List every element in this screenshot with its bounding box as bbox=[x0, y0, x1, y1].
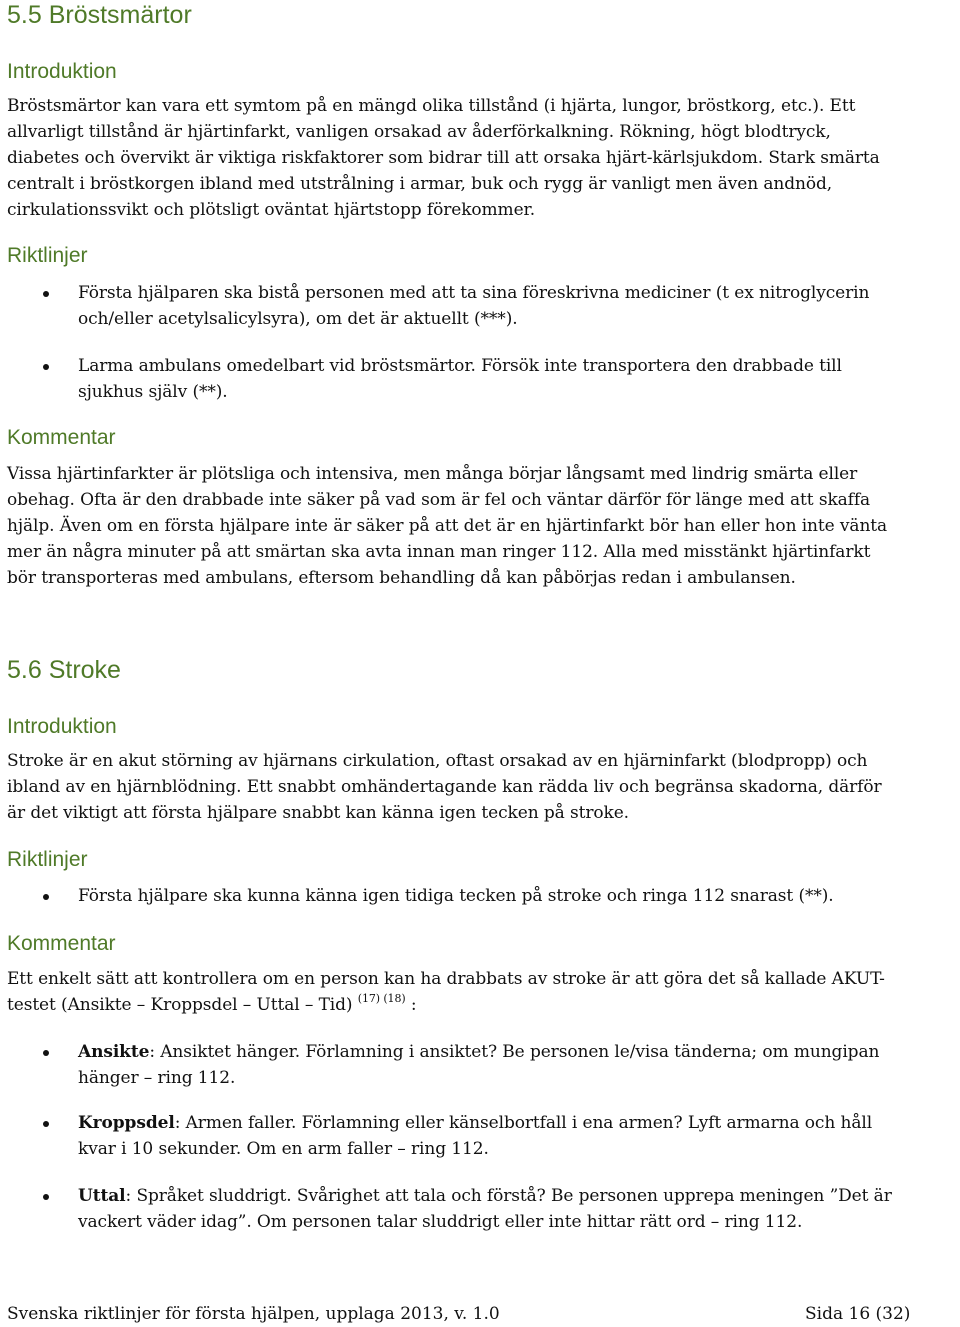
section-title-stroke: 5.6 Stroke bbox=[7, 656, 121, 684]
bullet-icon bbox=[43, 1121, 49, 1127]
intro-heading: Introduktion bbox=[7, 715, 117, 738]
text-line: obehag. Ofta är den drabbade inte säker på vad som är fel och väntar därför för länge med att skaffa bbox=[7, 490, 871, 510]
bullet-icon bbox=[43, 1194, 49, 1200]
text-line: mer än några minuter på att smärtan ska avta innan man ringer 112. Alla med misstänkt hjärtinfarkt bbox=[7, 542, 871, 562]
comment-heading: Kommentar bbox=[7, 932, 116, 955]
comment-paragraph bbox=[7, 966, 957, 1018]
akut-description: : Språket sluddrigt. Svårighet att tala och förstå? Be personen upprepa meningen ”Det är bbox=[125, 1186, 892, 1206]
text-line: allvarligt tillstånd är hjärtinfarkt, vanligen orsakad av åderförkalkning. Rökning, högt blodtryck, bbox=[7, 122, 831, 142]
text-line: Vissa hjärtinfarkter är plötsliga och intensiva, men många börjar långsamt med lindrig smärta eller bbox=[7, 464, 858, 484]
text-line: cirkulationssvikt och plötsligt oväntat hjärtstopp förekommer. bbox=[7, 200, 536, 220]
text-line: och/eller acetylsalicylsyra), om det är aktuellt (***). bbox=[78, 309, 518, 329]
akut-test-text: testet (Ansikte – Kroppsdel – Uttal – Tid) bbox=[7, 995, 353, 1015]
text-line: Bröstsmärtor kan vara ett symtom på en mängd olika tillstånd (i hjärta, lungor, bröstkorg, etc.). Ett bbox=[7, 96, 856, 116]
akut-term: Kroppsdel bbox=[78, 1113, 175, 1133]
text-line: Första hjälparen ska bistå personen med att ta sina föreskrivna mediciner (t ex nitroglycerin bbox=[78, 283, 870, 303]
text-line: kvar i 10 sekunder. Om en arm faller – ring 112. bbox=[78, 1139, 489, 1159]
section-title-chest-pain: 5.5 Bröstsmärtor bbox=[7, 1, 192, 29]
text-line: är det viktigt att första hjälpare snabbt kan känna igen tecken på stroke. bbox=[7, 803, 629, 823]
comment-heading: Kommentar bbox=[7, 426, 116, 449]
text-line: Stroke är en akut störning av hjärnans cirkulation, oftast orsakad av en hjärninfarkt (blodpropp) och bbox=[7, 751, 868, 771]
comment-paragraph bbox=[7, 461, 957, 591]
bullet-icon bbox=[43, 1050, 49, 1056]
text-line bbox=[78, 1110, 958, 1136]
text-line: diabetes och övervikt är viktiga riskfaktorer som bidrar till att orsaka hjärt-kärlsjukdom. Stark smärta bbox=[7, 148, 880, 168]
text-line: hänger – ring 112. bbox=[78, 1068, 236, 1088]
text-line: ibland av en hjärnblödning. Ett snabbt omhändertagande kan rädda liv och begränsa skadorna, därför bbox=[7, 777, 882, 797]
reference-superscript: (17) (18) bbox=[357, 992, 406, 1005]
akut-term: Uttal bbox=[78, 1186, 126, 1206]
text-line: Ett enkelt sätt att kontrollera om en person kan ha drabbats av stroke är att göra det så kallade AKUT- bbox=[7, 969, 885, 989]
text-line: vackert väder idag”. Om personen talar sluddrigt eller inte hittar rätt ord – ring 112. bbox=[78, 1212, 803, 1232]
text-line bbox=[7, 992, 957, 1018]
bullet-icon bbox=[43, 894, 49, 900]
intro-paragraph bbox=[7, 93, 957, 223]
akut-description: : Armen faller. Förlamning eller känselbortfall i ena armen? Lyft armarna och håll bbox=[174, 1113, 873, 1133]
guidelines-heading: Riktlinjer bbox=[7, 848, 88, 871]
text-line: hjälp. Även om en första hjälpare inte är säker på att det är en hjärtinfarkt bör han eller hon inte vänta bbox=[7, 516, 888, 536]
colon: : bbox=[405, 995, 417, 1015]
text-line: bör transporteras med ambulans, eftersom behandling då kan påbörjas redan i ambulansen. bbox=[7, 568, 796, 588]
akut-description: : Ansiktet hänger. Förlamning i ansiktet? Be personen le/visa tänderna; om mungipan bbox=[149, 1042, 880, 1062]
footer-page-number: Sida 16 (32) bbox=[805, 1304, 911, 1324]
text-line: centralt i bröstkorgen ibland med utstrålning i armar, buk och rygg är vanligt men även andnöd, bbox=[7, 174, 833, 194]
footer-document-title: Svenska riktlinjer för första hjälpen, upplaga 2013, v. 1.0 bbox=[7, 1304, 500, 1324]
text-line: sjukhus själv (**). bbox=[78, 382, 228, 402]
akut-term: Ansikte bbox=[78, 1042, 150, 1062]
text-line: Larma ambulans omedelbart vid bröstsmärtor. Försök inte transportera den drabbade till bbox=[78, 356, 842, 376]
text-line: Första hjälpare ska kunna känna igen tidiga tecken på stroke och ringa 112 snarast (**). bbox=[78, 886, 834, 906]
text-line bbox=[78, 1039, 958, 1065]
guidelines-heading: Riktlinjer bbox=[7, 244, 88, 267]
intro-paragraph bbox=[7, 748, 957, 826]
bullet-icon bbox=[43, 291, 49, 297]
intro-heading: Introduktion bbox=[7, 60, 117, 83]
text-line bbox=[78, 1183, 958, 1209]
bullet-icon bbox=[43, 364, 49, 370]
